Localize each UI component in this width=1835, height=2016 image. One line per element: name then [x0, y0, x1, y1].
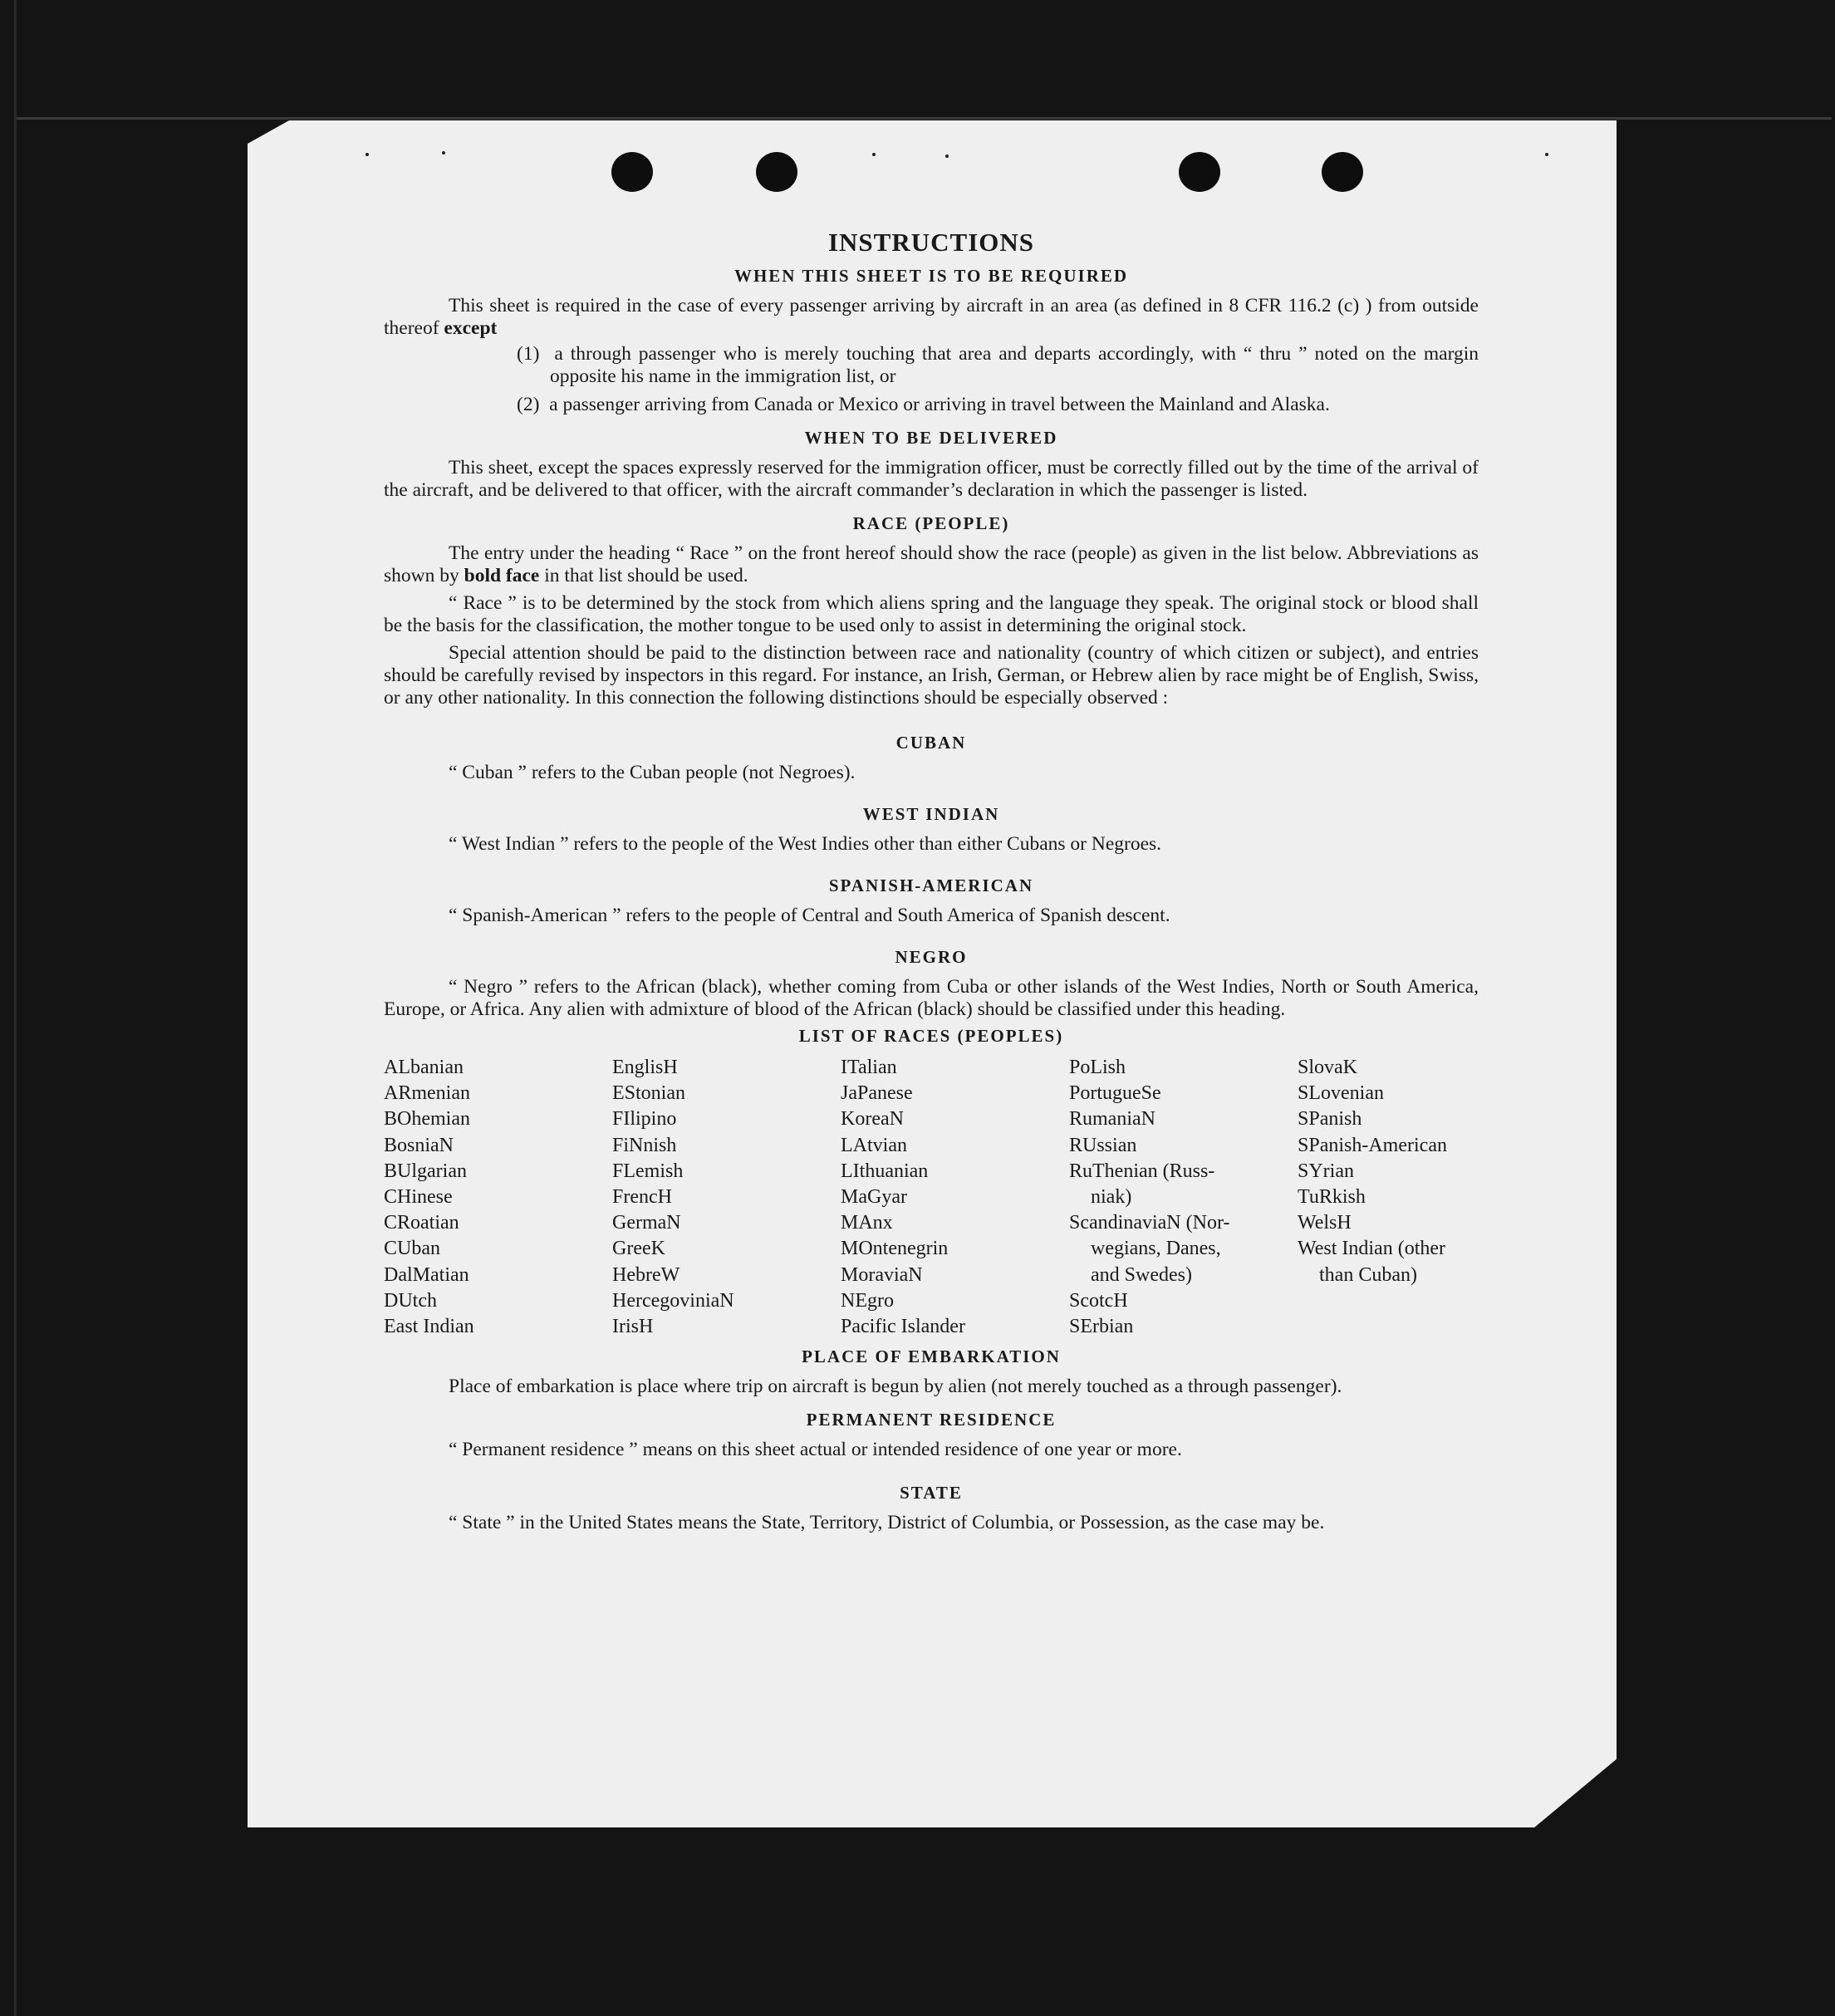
section-heading: PERMANENT RESIDENCE [806, 1410, 1057, 1430]
list-item: (1) a through passenger who is merely touching that area and departs accordingly, with “ thru ” noted on the margin opposite his name in the immigration list, or [517, 343, 1479, 387]
paragraph: “ West Indian ” refers to the people of the West Indies other than either Cubans or Negroes. [449, 833, 1162, 855]
race-entry: KoreaN [841, 1108, 904, 1131]
race-entry: ALbanian [384, 1057, 464, 1078]
race-entry: PoLish [1069, 1057, 1126, 1078]
race-column [384, 1055, 612, 1340]
race-entry: MAnx [841, 1212, 893, 1234]
punch-hole [1322, 152, 1363, 192]
race-entry: Pacific Islander [841, 1316, 965, 1338]
race-entry: ARmenian [384, 1082, 470, 1105]
paragraph: This sheet, except the spaces expressly reserved for the immigration officer, must be correctly filled out by the time of the arrival of the aircraft, and be delivered to that officer, with the aircraft commander’s declaration in which the passenger is listed. [384, 457, 1479, 501]
race-entry: FLemish [612, 1160, 684, 1182]
race-entry: LIthuanian [841, 1160, 929, 1182]
race-column [841, 1055, 1069, 1340]
race-entry: GreeK [612, 1238, 665, 1260]
section-heading: LIST OF RACES (PEOPLES) [798, 1026, 1064, 1046]
scan-speck [872, 153, 876, 156]
section-heading: RACE (PEOPLE) [852, 513, 1010, 533]
scan-speck [945, 155, 949, 158]
race-entry: LAtvian [841, 1134, 907, 1156]
race-entry: SLovenian [1298, 1082, 1384, 1105]
instructions-text [384, 228, 1479, 1534]
paragraph: The entry under the heading “ Race ” on the front hereof should show the race (people) as given in the list below. Abbreviations as shown by bold face in that list should be used. [384, 542, 1479, 586]
race-entry: MOntenegrin [841, 1238, 949, 1260]
paragraph: Place of embarkation is place where trip on aircraft is begun by alien (not merely touched as a through passenger). [449, 1376, 1342, 1398]
race-entry: CHinese [384, 1186, 453, 1209]
race-entry: ScandinaviaN (Nor- [1069, 1212, 1230, 1234]
race-entry: SYrian [1298, 1160, 1354, 1182]
race-column [612, 1055, 841, 1340]
race-entry: JaPanese [841, 1082, 913, 1105]
paragraph: “ Cuban ” refers to the Cuban people (not Negroes). [449, 762, 856, 783]
list-item: (2) a passenger arriving from Canada or Mexico or arriving in travel between the Mainland and Alaska. [517, 394, 1330, 415]
race-entry: than Cuban) [1319, 1263, 1417, 1286]
race-entry: MoraviaN [841, 1263, 923, 1286]
page-title: INSTRUCTIONS [827, 228, 1034, 257]
race-entry: SlovaK [1298, 1057, 1357, 1078]
race-entry: and Swedes) [1091, 1263, 1192, 1286]
section-heading: WHEN TO BE DELIVERED [804, 428, 1058, 448]
scan-speck [366, 153, 369, 156]
race-entry: FrencH [612, 1186, 672, 1209]
race-entry: RuThenian (Russ- [1069, 1160, 1215, 1182]
race-entry: TuRkish [1298, 1186, 1366, 1209]
race-list [384, 1055, 1479, 1340]
race-entry: SErbian [1069, 1316, 1134, 1338]
race-entry: ITalian [841, 1057, 897, 1078]
race-entry: West Indian (other [1298, 1238, 1446, 1260]
race-entry: WelsH [1298, 1212, 1352, 1234]
race-entry: RUssian [1069, 1134, 1137, 1156]
race-column [1298, 1055, 1480, 1340]
scan-border-left [14, 0, 17, 2016]
race-entry: CRoatian [384, 1212, 459, 1234]
paragraph: “ Negro ” refers to the African (black), whether coming from Cuba or other islands of the West Indies, North or South America, Europe, or Africa. Any alien with admixture of blood of the African (black) should be classified under this heading. [384, 976, 1479, 1020]
race-entry: EnglisH [612, 1057, 678, 1078]
race-entry: niak) [1091, 1186, 1132, 1209]
race-entry: East Indian [384, 1316, 474, 1338]
race-entry: FiNnish [612, 1134, 677, 1156]
race-entry: NEgro [841, 1289, 894, 1312]
section-heading: CUBAN [895, 733, 967, 753]
punch-hole [756, 152, 797, 192]
race-entry: PortugueSe [1069, 1082, 1161, 1105]
paragraph: Special attention should be paid to the distinction between race and nationality (country of which citizen or subject), and entries should be carefully revised by inspectors in this regard. For instance, an Irish, German, or Hebrew alien by race might be of English, Swiss, or any other nationality. In this connection the following distinctions should be especially observed : [384, 642, 1479, 709]
race-entry: BOhemian [384, 1108, 470, 1131]
race-entry: wegians, Danes, [1091, 1238, 1221, 1260]
section-heading: WEST INDIAN [862, 804, 1000, 824]
race-entry: HebreW [612, 1263, 680, 1286]
race-entry: IrisH [612, 1316, 654, 1338]
section-heading: PLACE OF EMBARKATION [802, 1346, 1061, 1367]
race-entry: MaGyar [841, 1186, 907, 1209]
race-entry: DalMatian [384, 1263, 469, 1286]
race-entry: RumaniaN [1069, 1108, 1155, 1131]
race-column [1069, 1055, 1298, 1340]
race-entry: HercegoviniaN [612, 1289, 734, 1312]
scan-speck [442, 151, 445, 155]
section-heading: WHEN THIS SHEET IS TO BE REQUIRED [734, 266, 1129, 286]
race-entry: EStonian [612, 1082, 685, 1105]
punch-hole [1179, 152, 1220, 192]
section-heading: SPANISH-AMERICAN [828, 876, 1034, 895]
paragraph: “ Spanish-American ” refers to the people of Central and South America of Spanish descent. [449, 905, 1170, 926]
race-entry: DUtch [384, 1289, 437, 1312]
paragraph: “ State ” in the United States means the State, Territory, District of Columbia, or Possession, as the case may be. [449, 1512, 1325, 1534]
scan-speck [1545, 153, 1548, 156]
scan-border-top [17, 117, 1832, 120]
section-heading: STATE [900, 1483, 963, 1503]
race-entry: BUlgarian [384, 1160, 467, 1182]
paragraph: This sheet is required in the case of every passenger arriving by aircraft in an area (as defined in 8 CFR 116.2 (c) ) from outside thereof except [384, 295, 1479, 339]
race-entry: FIlipino [612, 1108, 677, 1131]
race-entry: SPanish-American [1298, 1134, 1447, 1156]
race-entry: ScotcH [1069, 1289, 1128, 1312]
punch-hole [611, 152, 653, 192]
race-entry: BosniaN [384, 1134, 454, 1156]
paragraph: “ Permanent residence ” means on this sheet actual or intended residence of one year or more. [449, 1439, 1182, 1461]
race-entry: CUban [384, 1238, 440, 1260]
race-entry: GermaN [612, 1212, 681, 1234]
race-entry: SPanish [1298, 1108, 1362, 1131]
section-heading: NEGRO [895, 947, 968, 967]
paragraph: “ Race ” is to be determined by the stock from which aliens spring and the language they speak. The original stock or blood shall be the basis for the classification, the mother tongue to be used only to assist in determining the original stock. [384, 592, 1479, 636]
